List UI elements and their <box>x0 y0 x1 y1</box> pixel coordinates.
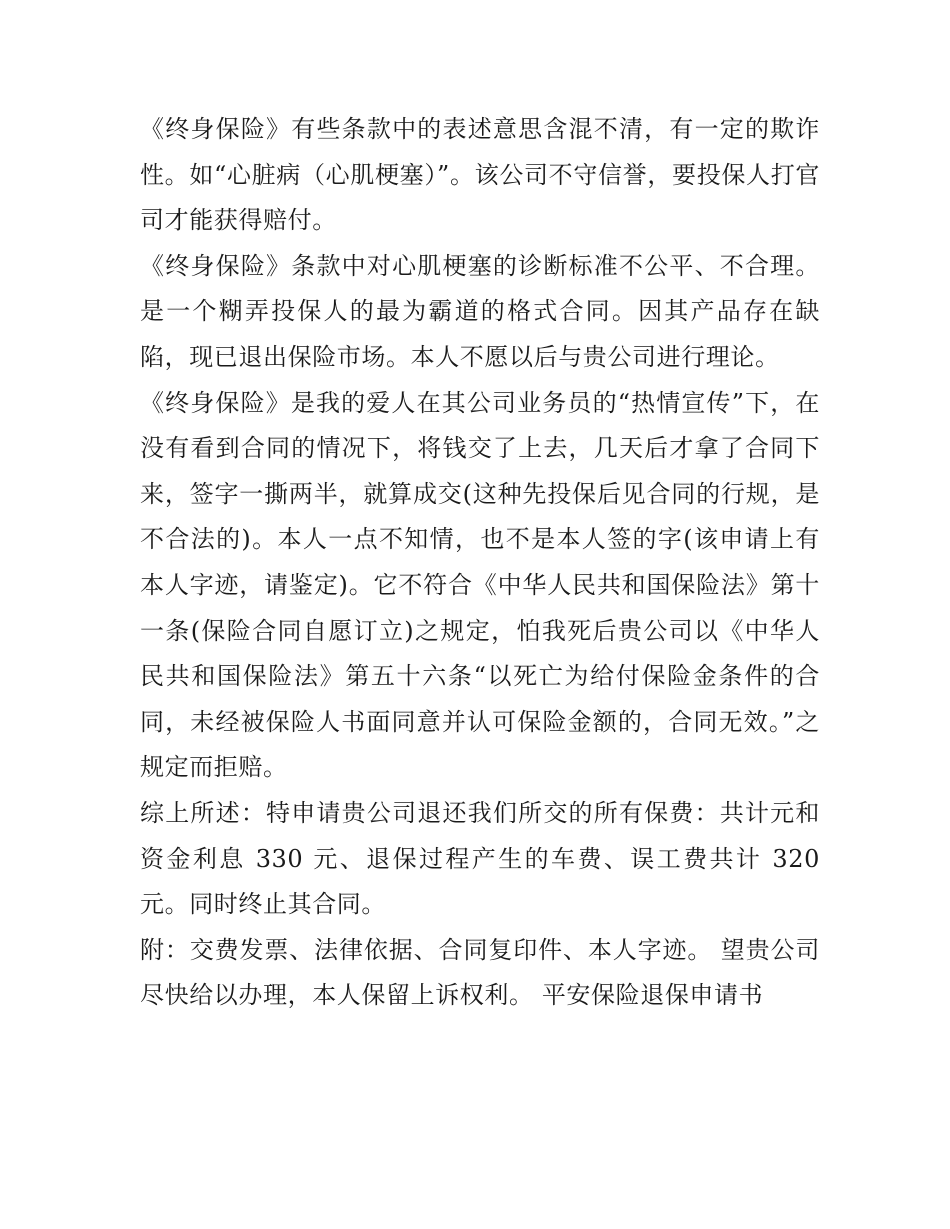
document-body <box>140 107 820 1019</box>
paragraph-refund-request: 综上所述：特申请贵公司退还我们所交的所有保费：共计元和资金利息 330 元、退保过程产生的车费、误工费共计 320 元。同时终止其合同。 <box>140 798 820 919</box>
paragraph-unclear-terms: 《终身保险》有些条款中的表述意思含混不清，有一定的欺诈性。如“心脏病（心肌梗塞）”。该公司不守信誉，要投保人打官司才能获得赔付。 <box>140 115 820 235</box>
paragraph-attachments: 附：交费发票、法律依据、合同复印件、本人字迹。 望贵公司尽快给以办理，本人保留上诉权利。 平安保险退保申请书 <box>140 935 820 1010</box>
paragraph-signing-circumstances: 《终身保险》是我的爱人在其公司业务员的“热情宣传”下，在没有看到合同的情况下，将钱交了上去，几天后才拿了合同下来，签字一撕两半，就算成交(这种先投保后见合同的行规，是不合法的)。本人一点不知情，也不是本人签的字(该申请上有本人字迹，请鉴定)。它不符合《中华人民共和国保险法》第十一条(保险合同自愿订立)之规定，怕我死后贵公司以《中华人民共和国保险法》第五十六条“以死亡为给付保险金条件的合同，未经被保险人书面同意并认可保险金额的，合同无效。”之规定而拒赔。 <box>140 388 820 782</box>
paragraph-diagnosis-standard: 《终身保险》条款中对心肌梗塞的诊断标准不公平、不合理。是一个糊弄投保人的最为霸道的格式合同。因其产品存在缺陷，现已退出保险市场。本人不愿以后与贵公司进行理论。 <box>140 251 820 371</box>
